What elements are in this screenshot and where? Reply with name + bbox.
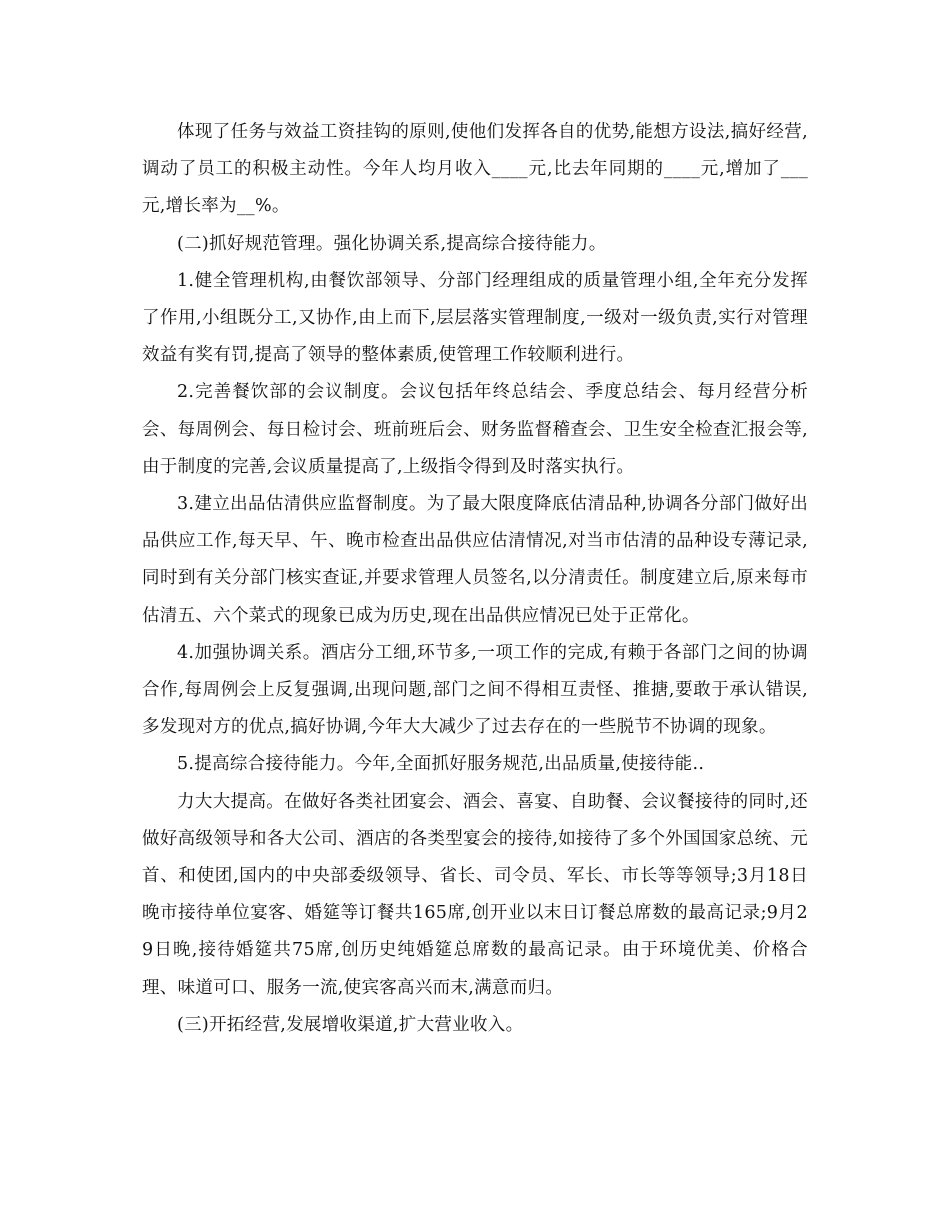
document-body <box>142 114 808 1044</box>
section-heading-3: (三)开拓经营,发展增收渠道,扩大营业收入。 <box>177 1014 524 1035</box>
paragraph-continuation: 力大大提高。在做好各类社团宴会、酒会、喜宴、自助餐、会议餐接待的同时,还做好高级领导和各大公司、酒店的各类型宴会的接待,如接待了多个外国国家总统、元首、和使团,国内的中央部委级领导、省长、司令员、军长、市长等等领导;3月18日晚市接待单位宴客、婚筵等订餐共165席,创开业以末日订餐总席数的最高记录;9月29日晚,接待婚筵共75席,创历史纯婚筵总席数的最高记录。由于环境优美、价格合理、味道可口、服务一流,使宾客高兴而末,满意而归。 <box>142 791 808 998</box>
paragraph-item-2: 2.完善餐饮部的会议制度。会议包括年终总结会、季度总结会、每月经营分析会、每周例会、每日检讨会、班前班后会、财务监督稽查会、卫生安全检查汇报会等,由于制度的完善,会议质量提高了,上级指令得到及时落实执行。 <box>142 382 808 477</box>
paragraph-item-3: 3.建立出品估清供应监督制度。为了最大限度降底估清品种,协调各分部门做好出品供应工作,每天早、午、晚市检查出品供应估清情况,对当市估清的品种设专薄记录,同时到有关分部门核实查证,并要求管理人员签名,以分清责任。制度建立后,原来每市估清五、六个菜式的现象已成为历史,现在出品供应情况已处于正常化。 <box>142 494 808 626</box>
paragraph-1: 体现了任务与效益工资挂钩的原则,使他们发挥各自的优势,能想方设法,搞好经营,调动了员工的积极主动性。今年人均月收入____元,比去年同期的____元,增加了___元,增长率为__%。 <box>142 122 808 217</box>
paragraph-item-4: 4.加强协调关系。酒店分工细,环节多,一项工作的完成,有赖于各部门之间的协调合作,每周例会上反复强调,出现问题,部门之间不得相互责怪、推搪,要敢于承认错误,多发现对方的优点,搞好协调,今年大大减少了过去存在的一些脱节不协调的现象。 <box>142 642 808 738</box>
paragraph-item-5: 5.提高综合接待能力。今年,全面抓好服务规范,出品质量,使接待能.. <box>177 754 705 775</box>
section-heading-2: (二)抓好规范管理。强化协调关系,提高综合接待能力。 <box>177 233 607 254</box>
paragraph-item-1: 1.健全管理机构,由餐饮部领导、分部门经理组成的质量管理小组,全年充分发挥了作用,小组既分工,又协作,由上而下,层层落实管理制度,一级对一级负责,实行对管理效益有奖有罚,提高了领导的整体素质,使管理工作较顺利进行。 <box>142 270 808 366</box>
